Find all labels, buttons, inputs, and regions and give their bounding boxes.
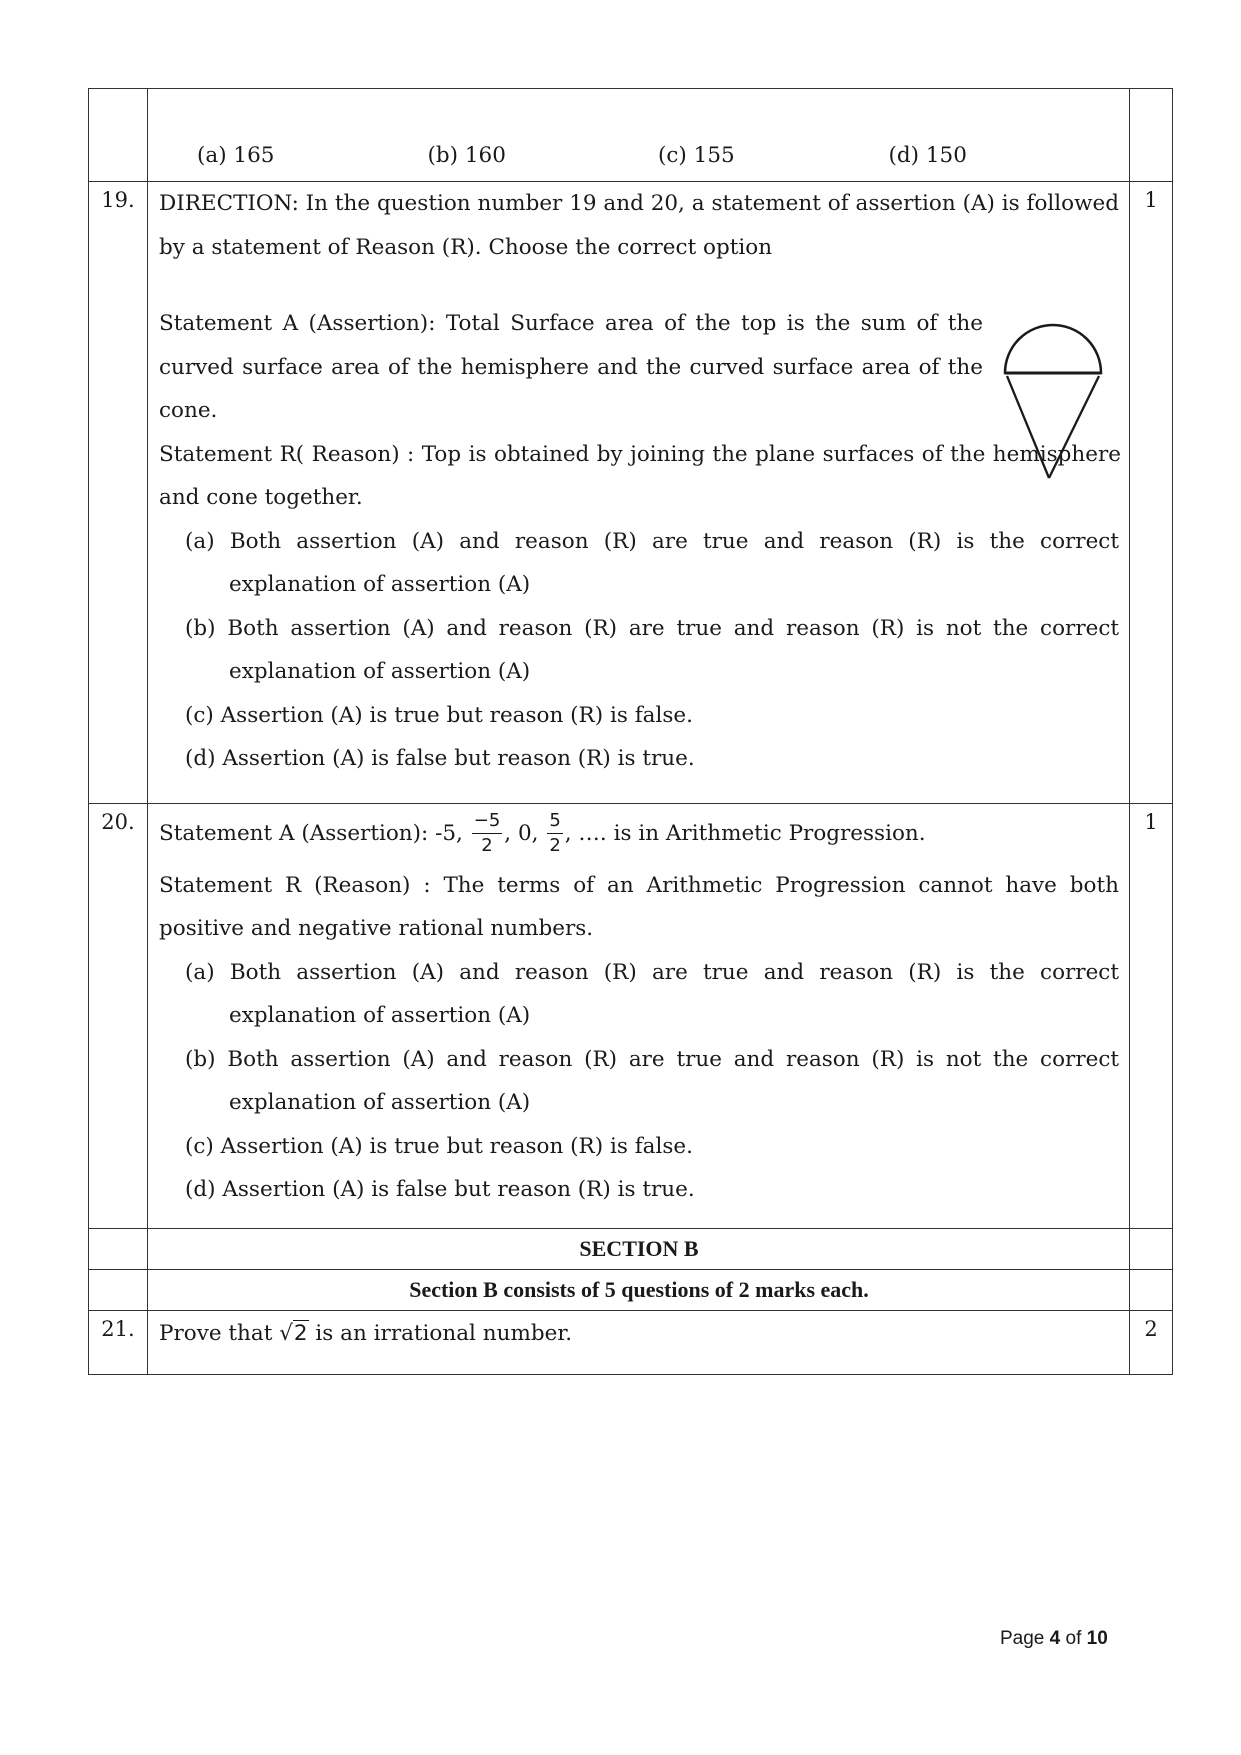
option-c: (c) Assertion (A) is true but reason (R) is false.: [185, 1133, 693, 1159]
page-current: 4: [1049, 1628, 1061, 1649]
question-21-body: [148, 1310, 1130, 1374]
reason-text: Statement R (Reason) : The terms of an Arithmetic Progression cannot have both positive and negative rational numbers.: [159, 872, 1119, 941]
marks: 2: [1130, 1310, 1173, 1374]
option-b: (b) Both assertion (A) and reason (R) are true and reason (R) is not the correct explanation of assertion (A): [185, 1046, 1119, 1115]
page-of: of: [1065, 1628, 1082, 1649]
option-d: (d) Assertion (A) is false but reason (R) is true.: [185, 746, 695, 771]
question-table: [88, 88, 1173, 1375]
prev-question-row: [89, 89, 1173, 182]
option-c: (c) Assertion (A) is true but reason (R) is false.: [185, 702, 693, 728]
prev-question-options: [159, 89, 1119, 181]
question-number: 20.: [89, 803, 148, 1228]
assertion-block: [159, 302, 1119, 520]
option-c: (c) 155: [658, 142, 735, 168]
section-subtitle: Section B consists of 5 questions of 2 marks each.: [148, 1269, 1130, 1310]
marks-cell: [1130, 89, 1173, 182]
option-b: (b) 160: [427, 142, 506, 168]
reason-text: Statement R( Reason) : Top is obtained by joining the plane surfaces of the hemisphere and cone together.: [159, 441, 1121, 510]
radicand: 2: [293, 1320, 308, 1346]
question-text: [159, 1311, 1119, 1357]
spinning-top-figure: [991, 312, 1119, 487]
assertion-text: [159, 804, 1119, 864]
marks: 1: [1130, 803, 1173, 1228]
section-b-title-row: [89, 1228, 1173, 1269]
section-b-subtitle-row: [89, 1269, 1173, 1310]
question-20-row: [89, 803, 1173, 1228]
option-a: (a) Both assertion (A) and reason (R) are true and reason (R) is the correct explanation of assertion (A): [185, 959, 1119, 1028]
question-number: 21.: [89, 1310, 148, 1374]
question-21-row: [89, 1310, 1173, 1374]
square-root: √2: [279, 1320, 308, 1346]
question-number: 19.: [89, 182, 148, 804]
fraction-numerator: −5: [472, 812, 503, 834]
assertion-prefix: Statement A (Assertion): -5,: [159, 820, 463, 846]
question-number-cell: [89, 89, 148, 182]
prev-question-body: [148, 89, 1130, 182]
question-19-row: [89, 182, 1173, 804]
assertion-text: Statement A (Assertion): Total Surface area of the top is the sum of the curved surface area of the hemisphere and the curved surface area of the cone.: [159, 311, 983, 423]
fraction-numerator: 5: [547, 812, 562, 834]
option-a: (a) Both assertion (A) and reason (R) are true and reason (R) is the correct explanation of assertion (A): [185, 528, 1119, 597]
fraction-five-halves: [547, 812, 562, 855]
option-b: (b) Both assertion (A) and reason (R) are true and reason (R) is not the correct explanation of assertion (A): [185, 615, 1119, 684]
page-total: 10: [1086, 1628, 1108, 1649]
option-d: (d) 150: [888, 142, 967, 168]
option-a: (a) 165: [197, 142, 275, 168]
page-label: Page: [1000, 1628, 1045, 1649]
question-19-body: [148, 182, 1130, 804]
page-footer: [1000, 1628, 1108, 1650]
fraction-denominator: 2: [549, 835, 561, 856]
option-d: (d) Assertion (A) is false but reason (R) is true.: [185, 1177, 695, 1202]
fraction-denominator: 2: [481, 835, 493, 856]
fraction-minus-five-halves: [472, 812, 503, 855]
marks: 1: [1130, 182, 1173, 804]
direction-text: DIRECTION: In the question number 19 and 20, a statement of assertion (A) is followed by a statement of Reason (R). Choose the correct option: [159, 191, 1119, 260]
assertion-suffix: , …. is in Arithmetic Progression.: [564, 820, 926, 846]
text-before: Prove that: [159, 1320, 273, 1346]
question-20-body: [148, 803, 1130, 1228]
text-after: is an irrational number.: [315, 1320, 573, 1346]
section-title: SECTION B: [148, 1228, 1130, 1269]
separator: , 0,: [504, 820, 539, 846]
